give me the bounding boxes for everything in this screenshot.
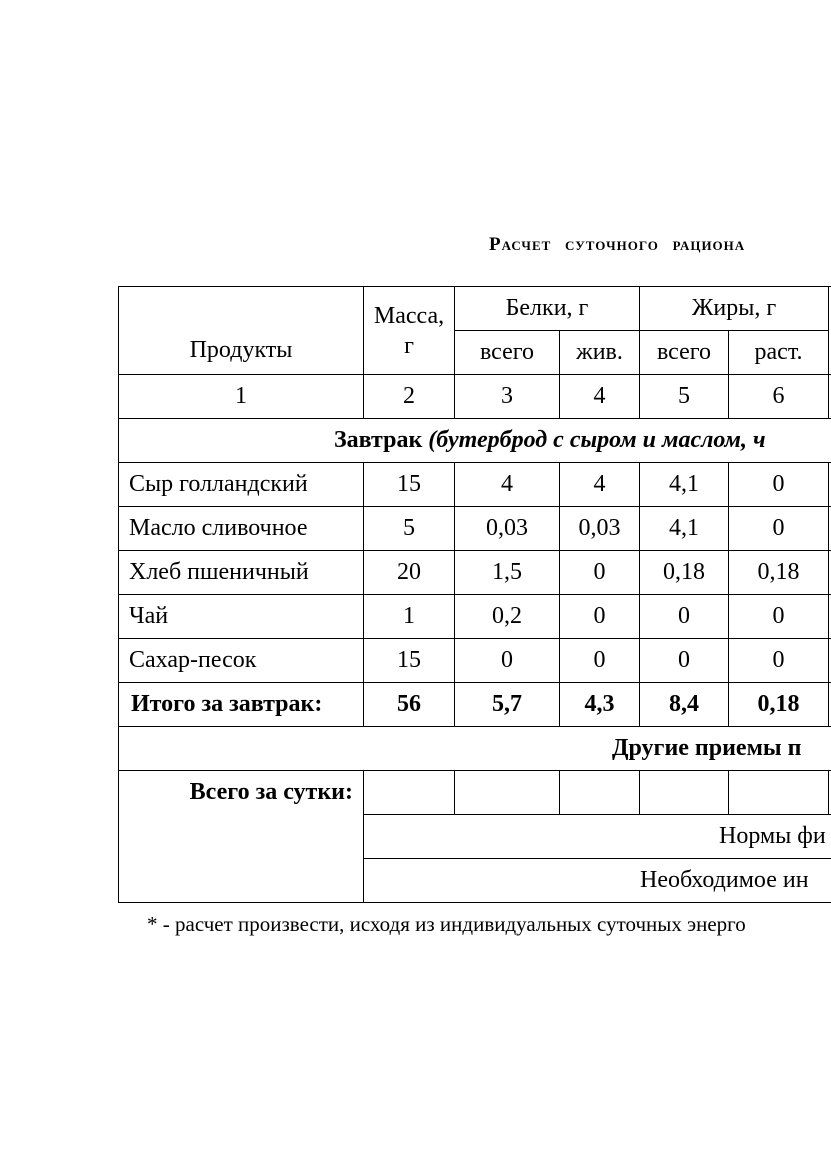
product-name: Сыр голландский	[119, 463, 364, 507]
header-protein-animal: жив.	[560, 331, 640, 375]
table-row	[119, 595, 831, 639]
column-number: 3	[455, 375, 560, 419]
ration-table-wrapper	[118, 286, 831, 912]
empty-cell	[455, 771, 560, 815]
protein-animal-value: 0	[560, 639, 640, 683]
column-number: 5	[640, 375, 729, 419]
header-mass-line1: Масса,	[373, 302, 445, 329]
breakfast-section-header	[119, 419, 831, 463]
total-fat-vegetable: 0,18	[729, 683, 829, 727]
total-protein: 5,7	[455, 683, 560, 727]
other-meals-header: Другие приемы п	[119, 727, 831, 771]
column-number: 4	[560, 375, 640, 419]
protein-animal-value: 0,03	[560, 507, 640, 551]
protein-total-value: 0,2	[455, 595, 560, 639]
table-row	[119, 639, 831, 683]
empty-cell	[560, 771, 640, 815]
mass-value: 20	[364, 551, 455, 595]
daily-total-label: Всего за сутки:	[119, 771, 364, 903]
protein-total-value: 1,5	[455, 551, 560, 595]
empty-cell	[640, 771, 729, 815]
breakfast-total-label: Итого за завтрак:	[119, 683, 364, 727]
column-number: 2	[364, 375, 455, 419]
ration-table	[118, 286, 831, 903]
protein-animal-value: 4	[560, 463, 640, 507]
product-name: Сахар-песок	[119, 639, 364, 683]
header-fat-vegetable: раст.	[729, 331, 829, 375]
table-row	[119, 507, 831, 551]
mass-value: 15	[364, 639, 455, 683]
mass-value: 15	[364, 463, 455, 507]
required-intake-row: Необходимое ин	[364, 859, 831, 903]
fat-total-value: 0	[640, 595, 729, 639]
product-name: Хлеб пшеничный	[119, 551, 364, 595]
total-protein-animal: 4,3	[560, 683, 640, 727]
table-row	[119, 551, 831, 595]
mass-value: 1	[364, 595, 455, 639]
fat-vegetable-value: 0	[729, 595, 829, 639]
empty-cell	[364, 771, 455, 815]
norms-row: Нормы фи	[364, 815, 831, 859]
column-number: 1	[119, 375, 364, 419]
column-numbers-row	[119, 375, 831, 419]
breakfast-description: (бутерброд с сыром и маслом, ч	[428, 427, 766, 453]
protein-animal-value: 0	[560, 551, 640, 595]
empty-cell	[729, 771, 829, 815]
fat-vegetable-value: 0	[729, 639, 829, 683]
fat-total-value: 4,1	[640, 507, 729, 551]
fat-total-value: 0,18	[640, 551, 729, 595]
protein-animal-value: 0	[560, 595, 640, 639]
total-mass: 56	[364, 683, 455, 727]
page-title: Расчет суточного рациона	[489, 234, 746, 255]
header-mass-line2: г	[404, 332, 414, 359]
table-row	[119, 463, 831, 507]
breakfast-label: Завтрак	[334, 427, 423, 453]
product-name: Чай	[119, 595, 364, 639]
header-fat-total: всего	[640, 331, 729, 375]
header-proteins: Белки, г	[455, 287, 640, 331]
product-name: Масло сливочное	[119, 507, 364, 551]
fat-total-value: 0	[640, 639, 729, 683]
header-mass	[364, 287, 455, 375]
protein-total-value: 0,03	[455, 507, 560, 551]
fat-vegetable-value: 0	[729, 463, 829, 507]
mass-value: 5	[364, 507, 455, 551]
protein-total-value: 4	[455, 463, 560, 507]
protein-total-value: 0	[455, 639, 560, 683]
footnote: * - расчет произвести, исходя из индивидуальных суточных энерго	[147, 912, 746, 936]
header-products: Продукты	[119, 287, 364, 375]
header-protein-total: всего	[455, 331, 560, 375]
breakfast-total-row	[119, 683, 831, 727]
fat-total-value: 4,1	[640, 463, 729, 507]
fat-vegetable-value: 0	[729, 507, 829, 551]
fat-vegetable-value: 0,18	[729, 551, 829, 595]
header-fats: Жиры, г	[640, 287, 829, 331]
column-number: 6	[729, 375, 829, 419]
total-fat: 8,4	[640, 683, 729, 727]
